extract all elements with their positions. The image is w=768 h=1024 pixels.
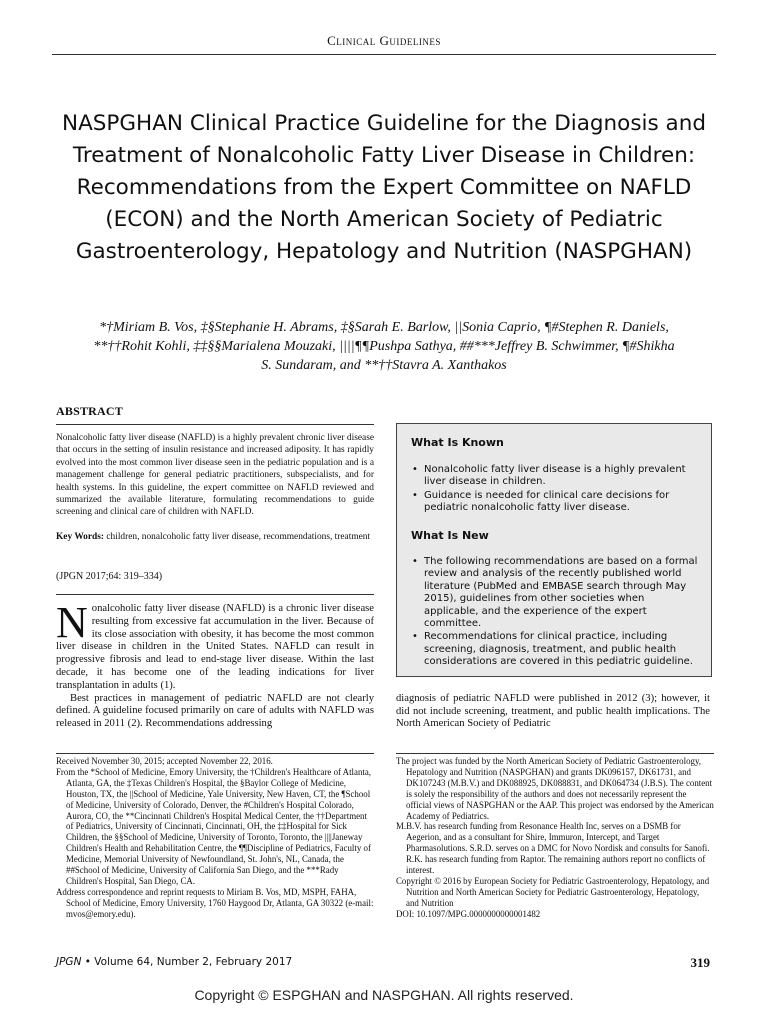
abstract-text: Nonalcoholic fatty liver disease (NAFLD) is a highly prevalent chronic liver disease that occurs in the setting of insulin resistance and increased adiposity. It has rapidly evolved into the most common liver disease seen in the pediatric population and is a management challenge for general pediatric practitioners, subspecialists, and for health systems. In this guideline, the expert committee on NAFLD reviewed and summarized the available literature, formulating recommendations to guide screening and clinical care of children with NAFLD. — [56, 433, 374, 518]
journal-footer — [56, 956, 292, 968]
author-list: *†Miriam B. Vos, ‡§Stephanie H. Abrams, ‡§Sarah E. Barlow, ||Sonia Caprio, ¶#Stephen R. Daniels, **††Rohit Kohli, ‡‡§§Marialena Mouzaki, ||||¶¶Pushpa Sathya, ##***Jeffrey B. Schwimmer, ¶#Shikha S. Sundaram, and **††Stavra A. Xanthakos — [93, 320, 675, 373]
footnote-funding: The project was funded by the North American Society of Pediatric Gastroenterology, Hepatology and Nutrition (NASPGHAN) and grants DK096157, DK61731, and DK107243 (M.B.V.) and DK088925, DK088831, and DK064734 (J.B.S). The content is solely the responsibility of the authors and does not necessarily represent the official views of NASPGHAN or the AAP. This project was endorsed by the American Academy of Pediatrics. — [396, 756, 714, 821]
what-is-known-heading: What Is Known — [411, 436, 504, 449]
drop-cap: N — [56, 598, 88, 647]
list-item: • The following recommendations are based on a formal review and analysis of the recently published world literature (PubMed and EMBASE search through May 2015), guidelines from other societies when applicable, and the experience of the expert committee. — [411, 556, 699, 630]
page-number: 319 — [690, 955, 710, 970]
footnotes-right — [396, 756, 714, 920]
list-item: • Recommendations for clinical practice, including screening, diagnosis, treatment, and public health considerations are covered in this pediatric guideline. — [411, 631, 699, 668]
keywords-label: Key Words: — [56, 532, 105, 542]
body-paragraph-1: onalcoholic fatty liver disease (NAFLD) is a chronic liver disease resulting from excessive fat accumulation in the liver. Because of its close association with obesity, it has become the most common liver disease in children in the United States. NAFLD can result in progressive fibrosis and lead to end-stage liver disease. Within the last decade, it has become one of the leading indications for liver transplantation in adults (1). — [56, 603, 374, 691]
body-column-right: diagnosis of pediatric NAFLD were published in 2012 (3); however, it did not include screening, treatment, and public health implications. The North American Society of Pediatric — [396, 693, 710, 730]
article-title: NASPGHAN Clinical Practice Guideline for the Diagnosis and Treatment of Nonalcoholic Fatty Liver Disease in Children: Recommendations from the Expert Committee on NAFLD (ECON) and the North American Society of Pediatric Gastroenterology, Hepatology and Nutrition (NASPGHAN) — [61, 111, 706, 264]
journal-issue: • Volume 64, Number 2, February 2017 — [81, 956, 293, 968]
body-paragraph-2: Best practices in management of pediatric NAFLD are not clearly defined. A guideline focused primarily on care of adults with NAFLD was released in 2011 (2). Recommendations addressing — [56, 692, 374, 730]
footnote-affiliations: From the *School of Medicine, Emory University, the †Children's Healthcare of Atlanta, Atlanta, GA, the ‡Texas Children's Hospital, the §Baylor College of Medicine, Houston, TX, the ||School of Medicine, Yale University, New Haven, CT, the ¶School of Medicine, University of Colorado, Denver, the #Children's Hospital Colorado, Aurora, CO, the **Cincinnati Children's Hospital Medical Center, the ††Department of Pediatrics, University of Cincinnati, Cincinnati, OH, the ‡‡Hospital for Sick Children, the §§School of Medicine, University of Toronto, Toronto, the ||||Janeway Children's Health and Rehabilitation Centre, the ¶¶Discipline of Pediatrics, Faculty of Medicine, Memorial University of Newfoundland, St. John's, NL, Canada, the ##School of Medicine, University of California San Diego, and the ***Rady Children's Hospital, San Diego, CA. — [56, 766, 372, 886]
footnotes-left — [56, 756, 374, 920]
body-column-left — [56, 598, 374, 731]
footnote-copyright: Copyright © 2016 by European Society for Pediatric Gastroenterology, Hepatology, and Nutrition and North American Society for Pediatric Gastroenterology, Hepatology, and Nutrition — [396, 875, 710, 908]
footnote-disclosures: M.B.V. has research funding from Resonance Health Inc, serves on a DSMB for Aegerion, and as a consultant for Shire, Immuron, Intercept, and Target Pharmasolutions. S.R.D. serves on a DMC for Novo Nordisk and consults for Sanofi. R.K. has research funding from Raptor. The remaining authors report no conflicts of interest. — [396, 821, 710, 876]
keywords-list: children, nonalcoholic fatty liver disease, recommendations, treatment — [106, 532, 371, 542]
keywords — [56, 531, 374, 543]
journal-citation: (JPGN 2017;64: 319–334) — [56, 571, 163, 582]
list-item: • Nonalcoholic fatty liver disease is a highly prevalent liver disease in children. — [411, 464, 699, 489]
journal-name: JPGN — [56, 956, 82, 968]
what-is-new-list — [411, 556, 699, 670]
footnote-doi: DOI: 10.1097/MPG.0000000000001482 — [396, 908, 541, 919]
summary-box — [396, 423, 712, 677]
list-item: • Guidance is needed for clinical care decisions for pediatric nonalcoholic fatty liver disease. — [411, 490, 699, 515]
footnote-correspondence: Address correspondence and reprint requests to Miriam B. Vos, MD, MSPH, FAHA, School of Medicine, Emory University, 1760 Haygood Dr, Atlanta, GA 30322 (e-mail: mvos@emory.edu). — [56, 886, 374, 919]
footnote-rule-left — [56, 753, 374, 754]
section-header: Clinical Guidelines — [327, 33, 441, 48]
header-divider — [52, 54, 716, 55]
what-is-known-list — [411, 464, 699, 516]
what-is-new-heading: What Is New — [411, 529, 489, 542]
footnote-received: Received November 30, 2015; accepted November 22, 2016. — [56, 756, 273, 766]
abstract-heading: ABSTRACT — [56, 404, 123, 418]
abstract-rule-bottom — [56, 594, 374, 595]
footnote-rule-right — [396, 753, 714, 754]
copyright-notice: Copyright © ESPGHAN and NASPGHAN. All rights reserved. — [194, 987, 574, 1003]
abstract-rule-top — [56, 424, 374, 425]
